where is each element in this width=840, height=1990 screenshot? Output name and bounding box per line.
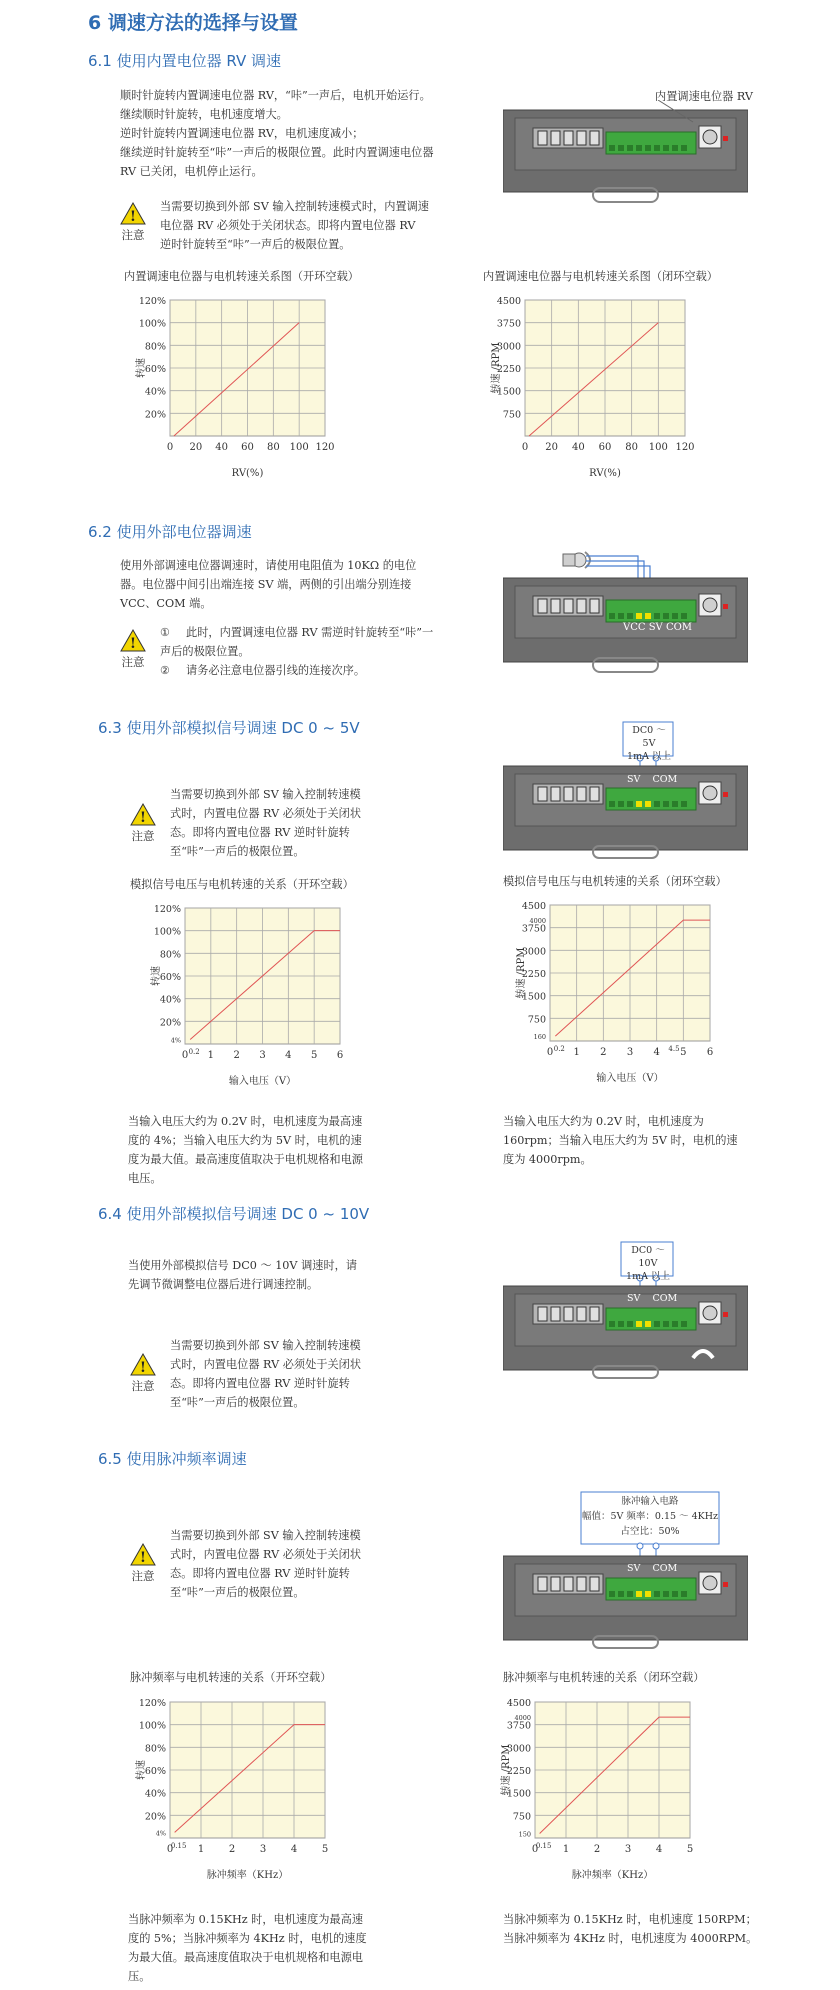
y-tick-label: 2250 bbox=[506, 1766, 531, 1777]
x-tick-label: 1 bbox=[562, 1844, 570, 1855]
y-tick-label: 40% bbox=[159, 994, 181, 1006]
y-extra-label: 150 bbox=[518, 1830, 531, 1839]
y-tick-label: 4500 bbox=[496, 296, 521, 307]
y-tick-label: 60% bbox=[159, 972, 181, 983]
signal-line: 脉冲输入电路 bbox=[621, 1496, 679, 1507]
y-extra-label: 4000 bbox=[514, 1714, 531, 1723]
y-tick-label: 2250 bbox=[496, 364, 521, 375]
section-6-2-heading: 6.2 使用外部电位器调速 bbox=[88, 523, 252, 541]
x-tick-label: 5 bbox=[686, 1844, 694, 1855]
y-tick-label: 40% bbox=[144, 386, 166, 398]
x-tick-label: 20 bbox=[545, 442, 559, 453]
y-tick-label: 4500 bbox=[521, 901, 546, 912]
y-axis-label: 转速 /RPM bbox=[501, 1744, 512, 1796]
list-item-text: 此时，内置调速电位器 RV 需逆时针旋转至“咔”一声后的极限位置。 bbox=[160, 626, 434, 658]
s61-para-line: 逆时针旋转内置调速电位器 RV，电机速度减小； bbox=[120, 127, 364, 140]
x-extra-label: 0.2 bbox=[188, 1048, 200, 1056]
y-tick-label: 3000 bbox=[496, 341, 521, 353]
x-tick-label: 80 bbox=[266, 442, 280, 453]
warning-icon bbox=[130, 803, 156, 826]
s61-para-line: 顺时针旋转内置调速电位器 RV，“咔”一声后，电机开始运行。继续顺时针旋转，电机速度增大。 bbox=[120, 89, 431, 121]
svg-text:!: ! bbox=[139, 810, 147, 826]
x-tick-label: 4 bbox=[290, 1844, 298, 1855]
y-tick-label: 3000 bbox=[506, 1743, 531, 1755]
driver-device-illustration bbox=[503, 100, 748, 210]
note-label: 注意 bbox=[131, 1569, 155, 1583]
svg-text:!: ! bbox=[139, 1360, 147, 1376]
warning-icon bbox=[130, 1353, 156, 1376]
x-tick-label: 60 bbox=[241, 442, 254, 453]
y-tick-label: 20% bbox=[144, 1811, 166, 1823]
x-tick-label: 0 bbox=[166, 1844, 174, 1855]
s61-paragraph bbox=[120, 86, 435, 181]
y-tick-label: 120% bbox=[138, 296, 166, 307]
y-tick-label: 4500 bbox=[506, 1698, 531, 1709]
y-extra-label: 4000 bbox=[529, 917, 546, 926]
s63-desc-right: 当输入电压大约为 0.2V 时，电机速度为 160rpm；当输入电压大约为 5V 时，电机的速度为 4000rpm。 bbox=[503, 1115, 738, 1166]
y-tick-label: 1500 bbox=[496, 386, 521, 398]
x-tick-label: 0 bbox=[531, 1844, 539, 1855]
y-tick-label: 20% bbox=[159, 1017, 181, 1029]
y-tick-label: 80% bbox=[144, 1743, 166, 1755]
s63-note-text: 当需要切换到外部 SV 输入控制转速模式时，内置电位器 RV 必须处于关闭状态。即将内置电位器 RV 逆时针旋转至“咔”一声后的极限位置。 bbox=[170, 788, 362, 858]
y-axis-label: 转速 /RPM bbox=[516, 947, 527, 999]
y-extra-label: 4% bbox=[170, 1036, 181, 1045]
s65-note-text: 当需要切换到外部 SV 输入控制转速模式时，内置电位器 RV 必须处于关闭状态。即将内置电位器 RV 逆时针旋转至“咔”一声后的极限位置。 bbox=[170, 1529, 362, 1599]
chart-rv-open-loop bbox=[130, 290, 370, 500]
s62-note-warning bbox=[120, 629, 146, 670]
terminal-labels: SV COM bbox=[627, 1293, 678, 1304]
x-extra-label: 0.2 bbox=[553, 1045, 565, 1053]
signal-line: 幅值：5V 频率：0.15 ～ 4KHz bbox=[581, 1511, 719, 1522]
warning-icon bbox=[120, 629, 146, 652]
x-tick-label: 3 bbox=[259, 1050, 266, 1061]
x-axis-label: RV(%) bbox=[589, 468, 621, 479]
y-tick-label: 750 bbox=[527, 1014, 546, 1026]
x-tick-label: 20 bbox=[189, 442, 203, 453]
list-item bbox=[160, 661, 440, 680]
y-tick-label: 3750 bbox=[506, 1720, 531, 1732]
chart-rv-closed-loop bbox=[485, 290, 730, 500]
y-tick-label: 3000 bbox=[521, 946, 546, 958]
driver-device-external-pot bbox=[503, 548, 748, 678]
chart4-caption: 模拟信号电压与电机转速的关系（闭环空载） bbox=[503, 875, 727, 888]
x-tick-label: 5 bbox=[321, 1844, 329, 1855]
x-axis-label: 脉冲频率（KHz） bbox=[206, 1870, 289, 1881]
x-tick-label: 6 bbox=[706, 1047, 714, 1058]
x-tick-label: 4 bbox=[655, 1844, 663, 1855]
y-tick-label: 3750 bbox=[521, 923, 546, 935]
chart-voltage-open-loop bbox=[145, 898, 375, 1103]
y-tick-label: 20% bbox=[144, 409, 166, 421]
chart-voltage-closed-loop bbox=[510, 895, 755, 1103]
y-tick-label: 40% bbox=[144, 1788, 166, 1800]
y-axis-label: 转速 bbox=[151, 966, 162, 986]
signal-box bbox=[625, 724, 673, 763]
y-axis-label: 转速 bbox=[136, 358, 147, 378]
potentiometer-icon bbox=[563, 552, 590, 568]
x-tick-label: 120 bbox=[675, 442, 695, 453]
svg-text:!: ! bbox=[129, 636, 137, 652]
list-item-number: ① bbox=[160, 626, 171, 639]
y-tick-label: 80% bbox=[159, 949, 181, 961]
s62-note-list bbox=[160, 623, 440, 680]
x-axis-label: RV(%) bbox=[231, 468, 264, 479]
svg-text:!: ! bbox=[129, 209, 137, 225]
warning-icon bbox=[120, 202, 146, 225]
x-tick-label: 2 bbox=[600, 1047, 607, 1058]
y-tick-label: 60% bbox=[144, 364, 166, 375]
x-axis-label: 输入电压（V） bbox=[228, 1076, 297, 1087]
s64-note-text: 当需要切换到外部 SV 输入控制转速模式时，内置电位器 RV 必须处于关闭状态。即将内置电位器 RV 逆时针旋转至“咔”一声后的极限位置。 bbox=[170, 1339, 362, 1409]
y-tick-label: 3750 bbox=[496, 318, 521, 330]
x-tick-label: 4 bbox=[285, 1050, 292, 1061]
s61-note-warning bbox=[120, 202, 146, 243]
x-tick-label: 3 bbox=[626, 1047, 634, 1058]
x-extra-label: 4.5 bbox=[668, 1045, 680, 1053]
x-tick-label: 4 bbox=[653, 1047, 660, 1058]
y-tick-label: 100% bbox=[138, 1720, 166, 1732]
s61-para-line: 继续逆时针旋转至“咔”一声后的极限位置。此时内置调速电位器 RV 已关闭，电机停止运行。 bbox=[120, 146, 434, 178]
x-tick-label: 0 bbox=[521, 442, 529, 453]
warning-icon bbox=[130, 1543, 156, 1566]
x-tick-label: 1 bbox=[207, 1050, 215, 1061]
x-tick-label: 5 bbox=[680, 1047, 687, 1058]
x-extra-label: 0.15 bbox=[535, 1842, 552, 1850]
x-tick-label: 40 bbox=[215, 442, 229, 453]
x-axis-label: 输入电压（V） bbox=[596, 1073, 664, 1084]
section-6-5-heading: 6.5 使用脉冲频率调速 bbox=[98, 1450, 247, 1468]
x-tick-label: 80 bbox=[625, 442, 639, 453]
section-6-1-heading: 6.1 使用内置电位器 RV 调速 bbox=[88, 52, 282, 70]
chart3-caption: 模拟信号电压与电机转速的关系（开环空载） bbox=[130, 878, 354, 891]
y-axis-label: 转速 bbox=[136, 1760, 147, 1780]
x-axis-label: 脉冲频率（KHz） bbox=[571, 1870, 654, 1881]
terminal-labels: SV COM bbox=[627, 1563, 678, 1574]
x-tick-label: 40 bbox=[571, 442, 585, 453]
note-label: 注意 bbox=[131, 1379, 155, 1393]
signal-box bbox=[622, 1244, 674, 1283]
s61-note-text: 当需要切换到外部 SV 输入控制转速模式时，内置调速电位器 RV 必须处于关闭状态。即将内置电位器 RV 逆时针旋转至“咔”一声后的极限位置。 bbox=[160, 200, 429, 251]
y-extra-label: 160 bbox=[533, 1033, 546, 1042]
device-label-rv: 内置调速电位器 RV bbox=[655, 90, 753, 103]
x-tick-label: 1 bbox=[197, 1844, 205, 1855]
note-label: 注意 bbox=[121, 655, 145, 669]
x-tick-label: 60 bbox=[598, 442, 612, 453]
x-tick-label: 3 bbox=[259, 1844, 267, 1855]
note-label: 注意 bbox=[131, 829, 155, 843]
y-tick-label: 750 bbox=[502, 409, 521, 421]
x-tick-label: 5 bbox=[310, 1050, 318, 1061]
chart-pulse-closed-loop bbox=[495, 1692, 735, 1895]
x-tick-label: 100 bbox=[289, 442, 309, 453]
signal-line: DC0 ～ 10V bbox=[631, 1245, 665, 1269]
y-extra-label: 4% bbox=[155, 1829, 166, 1838]
signal-line: DC0 ～ 5V bbox=[632, 725, 666, 749]
terminal-labels: SV COM bbox=[627, 774, 678, 785]
y-tick-label: 1500 bbox=[521, 991, 546, 1003]
signal-line: 1mA 以上 bbox=[626, 1271, 670, 1282]
x-tick-label: 2 bbox=[593, 1844, 601, 1855]
x-tick-label: 2 bbox=[233, 1050, 240, 1061]
x-tick-label: 3 bbox=[624, 1844, 632, 1855]
section-6-4-heading: 6.4 使用外部模拟信号调速 DC 0 ~ 10V bbox=[98, 1205, 370, 1223]
svg-text:!: ! bbox=[139, 1550, 147, 1566]
x-tick-label: 2 bbox=[228, 1844, 236, 1855]
section-6-3-heading: 6.3 使用外部模拟信号调速 DC 0 ~ 5V bbox=[98, 719, 360, 737]
signal-line: 1mA 以上 bbox=[627, 751, 671, 762]
chart1-caption: 内置调速电位器与电机转速关系图（开环空载） bbox=[124, 270, 359, 283]
x-extra-label: 0.15 bbox=[170, 1842, 187, 1850]
s63-desc-left: 当输入电压大约为 0.2V 时，电机速度为最高速度的 4%；当输入电压大约为 5V 时，电机的速度为最大值。最高速度值取决于电机规格和电源电压。 bbox=[128, 1115, 363, 1185]
list-item-text: 请务必注意电位器引线的连接次序。 bbox=[186, 664, 366, 677]
signal-box bbox=[581, 1494, 719, 1539]
y-tick-label: 120% bbox=[153, 904, 181, 915]
x-tick-label: 120 bbox=[315, 442, 335, 453]
chart-pulse-open-loop bbox=[130, 1692, 365, 1895]
chart6-caption: 脉冲频率与电机转速的关系（闭环空载） bbox=[503, 1671, 705, 1684]
s65-desc-right: 当脉冲频率为 0.15KHz 时，电机速度 150RPM；当脉冲频率为 4KHz 时，电机速度为 4000RPM。 bbox=[503, 1913, 758, 1945]
s64-note-warning bbox=[130, 1353, 156, 1394]
y-tick-label: 100% bbox=[153, 926, 181, 938]
y-tick-label: 750 bbox=[512, 1811, 531, 1823]
y-tick-label: 1500 bbox=[506, 1788, 531, 1800]
chart5-caption: 脉冲频率与电机转速的关系（开环空载） bbox=[130, 1671, 332, 1684]
s65-note-warning bbox=[130, 1543, 156, 1584]
s63-note-warning bbox=[130, 803, 156, 844]
terminal-labels: VCC SV COM bbox=[623, 622, 693, 633]
s64-paragraph: 当使用外部模拟信号 DC0 ～ 10V 调速时，请先调节微调整电位器后进行调速控制。 bbox=[128, 1259, 358, 1291]
y-tick-label: 120% bbox=[138, 1698, 166, 1709]
y-tick-label: 60% bbox=[144, 1766, 166, 1777]
y-tick-label: 80% bbox=[144, 341, 166, 353]
chart2-caption: 内置调速电位器与电机转速关系图（闭环空载） bbox=[483, 270, 718, 283]
x-tick-label: 100 bbox=[648, 442, 668, 453]
signal-line: 占空比：50% bbox=[620, 1526, 680, 1537]
x-tick-label: 6 bbox=[336, 1050, 344, 1061]
x-tick-label: 1 bbox=[573, 1047, 580, 1058]
y-tick-label: 2250 bbox=[521, 969, 546, 980]
x-tick-label: 0 bbox=[546, 1047, 554, 1058]
s65-desc-left: 当脉冲频率为 0.15KHz 时，电机速度为最高速度的 5%；当脉冲频率为 4KHz 时，电机的速度为最大值。最高速度值取决于电机规格和电源电压。 bbox=[128, 1913, 367, 1983]
y-axis-label: 转速 /RPM bbox=[491, 342, 502, 394]
list-item-number: ② bbox=[160, 664, 171, 677]
page-title: 6 调速方法的选择与设置 bbox=[88, 12, 298, 34]
note-label: 注意 bbox=[121, 228, 145, 242]
list-item bbox=[160, 623, 440, 661]
s62-paragraph: 使用外部调速电位器调速时，请使用电阻值为 10KΩ 的电位器。电位器中间引出端连接 SV 端，两侧的引出端分别连接 VCC、COM 端。 bbox=[120, 559, 417, 610]
x-tick-label: 0 bbox=[166, 442, 174, 453]
x-tick-label: 0 bbox=[181, 1050, 189, 1061]
y-tick-label: 100% bbox=[138, 318, 166, 330]
